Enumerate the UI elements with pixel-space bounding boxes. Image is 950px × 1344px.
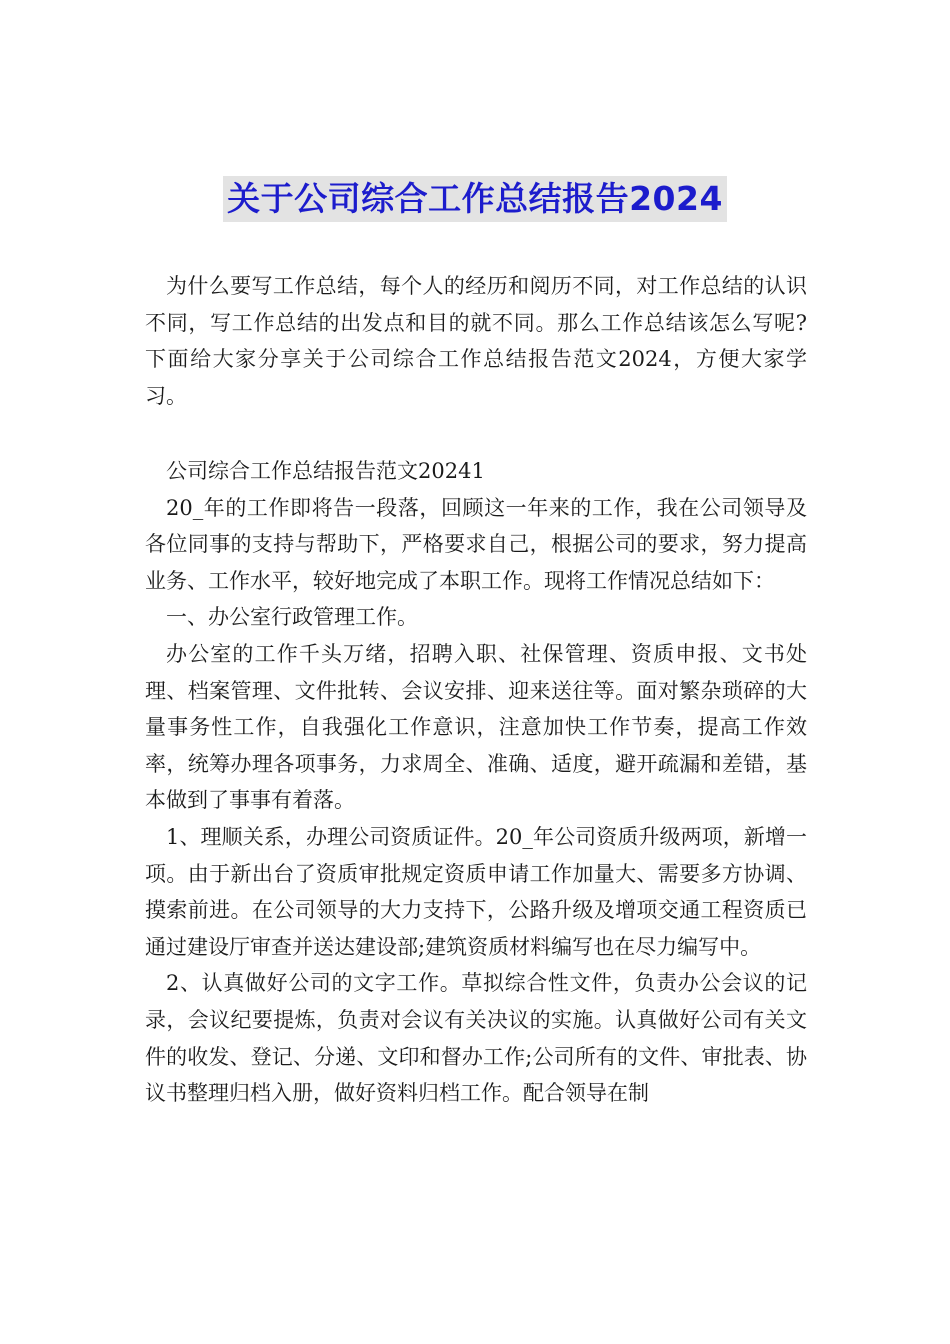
paragraph-3: 办公室的工作千头万绪，招聘入职、社保管理、资质申报、文书处理、档案管理、文件批转、会议安排、迎来送往等。面对繁杂琐碎的大量事务性工作，自我强化工作意识，注意加快工作节奏，提高工作效率，统筹办理各项事务，力求周全、准确、适度，避开疏漏和差错，基本做到了事事有着落。	[145, 641, 807, 813]
intro-block	[145, 268, 807, 414]
paragraph-2: 一、办公室行政管理工作。	[166, 605, 418, 630]
intro-paragraph: 为什么要写工作总结，每个人的经历和阅历不同，对工作总结的认识不同，写工作总结的出发点和目的就不同。那么工作总结该怎么写呢?下面给大家分享关于公司综合工作总结报告范文2024，方便大家学习。	[145, 274, 807, 408]
main-content	[145, 453, 807, 1112]
title-container	[0, 176, 950, 222]
section-heading: 公司综合工作总结报告范文20241	[166, 459, 485, 483]
paragraph-1: 20_年的工作即将告一段落，回顾这一年来的工作，我在公司领导及各位同事的支持与帮助下，严格要求自己，根据公司的要求，努力提高业务、工作水平，较好地完成了本职工作。现将工作情况总结如下：	[145, 495, 807, 593]
paragraph-5: 2、认真做好公司的文字工作。草拟综合性文件，负责办公会议的记录，会议纪要提炼，负责对会议有关决议的实施。认真做好公司有关文件的收发、登记、分递、文印和督办工作;公司所有的文件、审批表、协议书整理归档入册，做好资料归档工作。配合领导在制	[145, 971, 807, 1106]
document-title: 关于公司综合工作总结报告2024	[223, 176, 727, 222]
paragraph-4: 1、理顺关系，办理公司资质证件。20_年公司资质升级两项，新增一项。由于新出台了资质审批规定资质申请工作加量大、需要多方协调、摸索前进。在公司领导的大力支持下，公路升级及增项交通工程资质已通过建设厅审查并送达建设部;建筑资质材料编写也在尽力编写中。	[145, 824, 807, 959]
